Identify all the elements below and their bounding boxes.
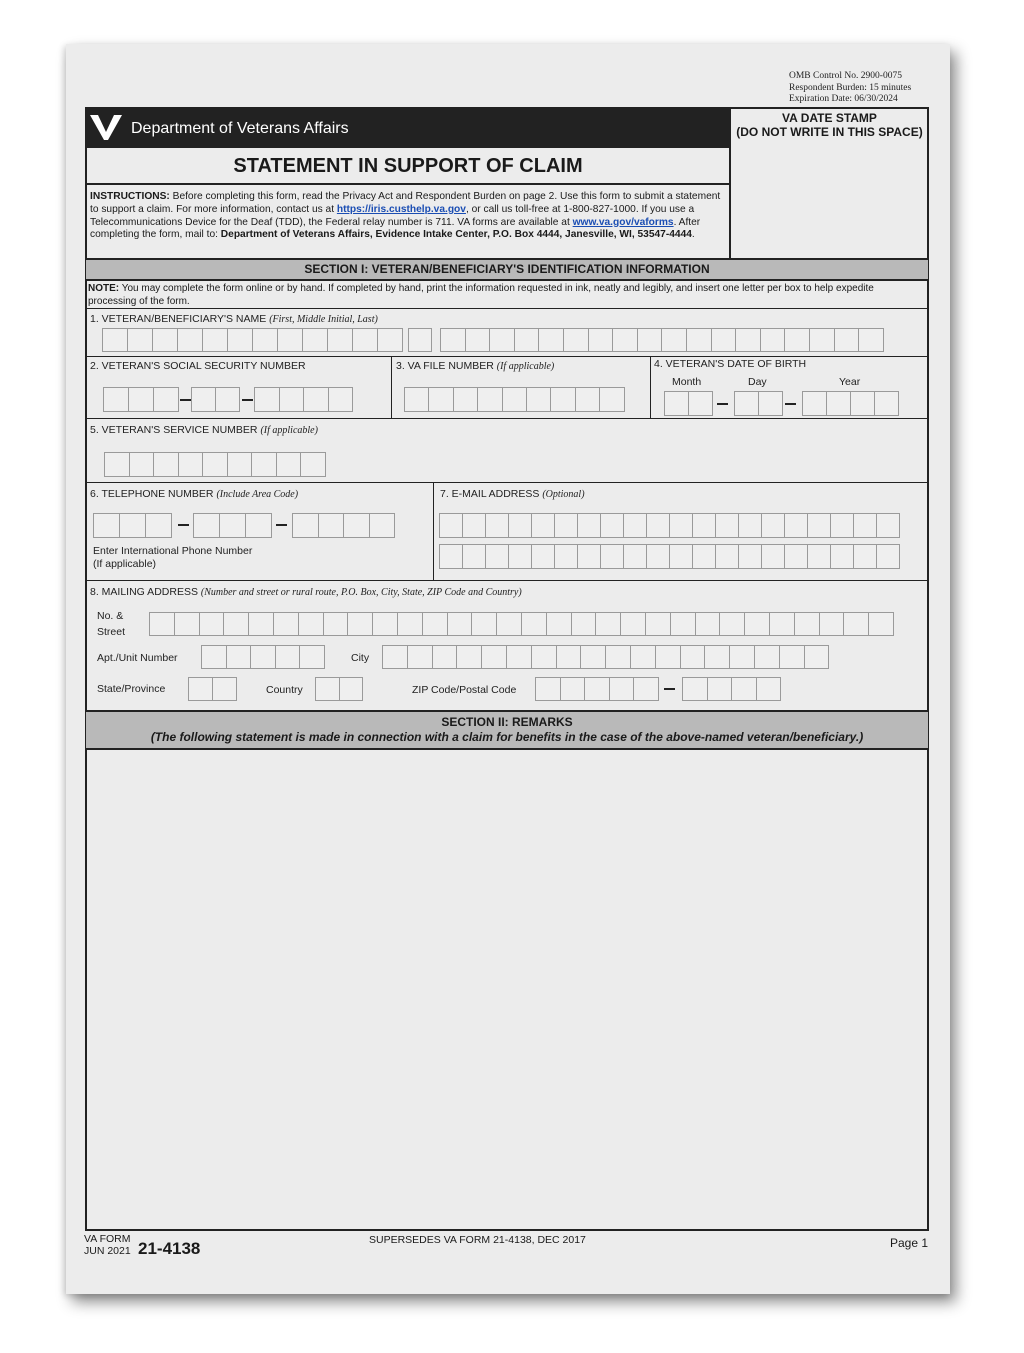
dob-year-input[interactable] <box>802 391 898 416</box>
char-box[interactable] <box>575 387 600 412</box>
char-box[interactable] <box>276 452 302 477</box>
service-number-label <box>90 424 318 436</box>
title-bottom-rule <box>86 183 730 185</box>
char-box[interactable] <box>761 513 785 538</box>
char-box[interactable] <box>769 612 795 636</box>
dob-dash <box>785 403 796 405</box>
char-box[interactable] <box>826 391 851 416</box>
char-box[interactable] <box>191 387 216 412</box>
char-box[interactable] <box>153 452 179 477</box>
mail-hint: (Number and street or rural route, P.O. Box, City, State, ZIP Code and Country) <box>200 587 522 598</box>
char-box[interactable] <box>692 513 716 538</box>
supersedes: SUPERSEDES VA FORM 21-4138, DEC 2017 <box>369 1234 586 1246</box>
char-box[interactable] <box>201 645 227 669</box>
char-box[interactable] <box>299 645 325 669</box>
char-box[interactable] <box>760 328 786 352</box>
name-hint: (First, Middle Initial, Last) <box>269 314 378 325</box>
char-box[interactable] <box>178 452 204 477</box>
char-box[interactable] <box>560 677 586 701</box>
instructions-label: INSTRUCTIONS: <box>90 191 170 202</box>
char-box[interactable] <box>692 544 716 569</box>
char-box[interactable] <box>315 677 340 701</box>
char-box[interactable] <box>508 513 532 538</box>
row3-rule <box>86 482 928 483</box>
email-label-text: 7. E-MAIL ADDRESS <box>440 488 540 500</box>
ssn-part3-input[interactable] <box>254 387 352 412</box>
char-box[interactable] <box>223 612 249 636</box>
char-box[interactable] <box>830 544 854 569</box>
char-box[interactable] <box>202 328 228 352</box>
char-box[interactable] <box>715 544 739 569</box>
char-box[interactable] <box>538 328 564 352</box>
char-box[interactable] <box>292 513 319 538</box>
char-box[interactable] <box>620 612 646 636</box>
char-box[interactable] <box>199 612 225 636</box>
char-box[interactable] <box>853 513 877 538</box>
char-box[interactable] <box>535 677 561 701</box>
char-box[interactable] <box>347 612 373 636</box>
char-box[interactable] <box>802 391 827 416</box>
char-box[interactable] <box>328 387 354 412</box>
dob-label: 4. VETERAN'S DATE OF BIRTH <box>654 358 807 370</box>
phone-label-text: 6. TELEPHONE NUMBER <box>90 488 214 500</box>
char-box[interactable] <box>809 328 835 352</box>
char-box[interactable] <box>550 387 575 412</box>
state-input[interactable] <box>188 677 236 701</box>
file-hint: (If applicable) <box>496 361 555 372</box>
char-box[interactable] <box>807 544 831 569</box>
char-box[interactable] <box>104 452 130 477</box>
department-name: Department of Veterans Affairs <box>131 120 349 137</box>
char-box[interactable] <box>599 387 624 412</box>
dob-day-input[interactable] <box>734 391 782 416</box>
char-box[interactable] <box>704 645 730 669</box>
char-box[interactable] <box>145 513 172 538</box>
char-box[interactable] <box>496 612 522 636</box>
phone-hint: (Include Area Code) <box>216 489 299 500</box>
char-box[interactable] <box>462 513 486 538</box>
char-box[interactable] <box>152 328 178 352</box>
char-box[interactable] <box>738 513 762 538</box>
char-box[interactable] <box>248 612 274 636</box>
char-box[interactable] <box>711 328 737 352</box>
char-box[interactable] <box>858 328 884 352</box>
char-box[interactable] <box>758 391 783 416</box>
char-box[interactable] <box>729 645 755 669</box>
char-box[interactable] <box>422 612 448 636</box>
char-box[interactable] <box>661 328 687 352</box>
char-box[interactable] <box>784 544 808 569</box>
char-box[interactable] <box>298 612 324 636</box>
char-box[interactable] <box>670 612 696 636</box>
char-box[interactable] <box>471 612 497 636</box>
char-box[interactable] <box>584 677 610 701</box>
char-box[interactable] <box>556 645 582 669</box>
section1-bar-rule <box>86 279 928 281</box>
char-box[interactable] <box>779 645 805 669</box>
apt-label: Apt./Unit Number <box>97 652 178 664</box>
char-box[interactable] <box>646 544 670 569</box>
char-box[interactable] <box>489 328 515 352</box>
note-rule <box>86 308 928 309</box>
char-box[interactable] <box>577 513 601 538</box>
intl-phone-label <box>93 545 252 571</box>
char-box[interactable] <box>688 391 713 416</box>
char-box[interactable] <box>637 328 663 352</box>
char-box[interactable] <box>563 328 589 352</box>
char-box[interactable] <box>508 544 532 569</box>
char-box[interactable] <box>407 645 433 669</box>
stamp-line1: VA DATE STAMP <box>782 111 877 125</box>
char-box[interactable] <box>623 544 647 569</box>
char-box[interactable] <box>633 677 659 701</box>
street-input[interactable] <box>149 612 893 636</box>
section1-header: SECTION I: VETERAN/BENEFICIARY'S IDENTIFICATION INFORMATION <box>86 260 928 279</box>
char-box[interactable] <box>514 328 540 352</box>
instructions-text4: . <box>691 229 695 241</box>
zip-ext-input[interactable] <box>682 677 780 701</box>
title-rule <box>86 146 730 148</box>
dob-year-label: Year <box>839 376 861 388</box>
char-box[interactable] <box>546 612 572 636</box>
char-box[interactable] <box>623 513 647 538</box>
char-box[interactable] <box>850 391 875 416</box>
char-box[interactable] <box>245 513 272 538</box>
char-box[interactable] <box>273 612 299 636</box>
phone-dash <box>178 524 189 526</box>
dob-dash <box>717 403 728 405</box>
char-box[interactable] <box>577 544 601 569</box>
char-box[interactable] <box>630 645 656 669</box>
char-box[interactable] <box>250 645 276 669</box>
char-box[interactable] <box>477 387 502 412</box>
char-box[interactable] <box>382 645 408 669</box>
char-box[interactable] <box>372 612 398 636</box>
char-box[interactable] <box>404 387 429 412</box>
char-box[interactable] <box>303 387 329 412</box>
row2-divider <box>391 356 392 418</box>
char-box[interactable] <box>275 645 301 669</box>
char-box[interactable] <box>318 513 345 538</box>
row4-rule <box>86 580 928 581</box>
service-label-text: 5. VETERAN'S SERVICE NUMBER <box>90 424 258 436</box>
char-box[interactable] <box>735 328 761 352</box>
instructions-text2: , or call us toll-free at 1-800-827-1000. If you use a Telecommunications Device for the Deaf (TDD), the Federal relay number is 711. VA forms are available at <box>90 203 695 228</box>
form-id <box>84 1233 131 1257</box>
char-box[interactable] <box>554 513 578 538</box>
char-box[interactable] <box>408 328 432 352</box>
char-box[interactable] <box>215 387 240 412</box>
first-name-input[interactable] <box>102 328 402 352</box>
country-input[interactable] <box>315 677 362 701</box>
char-box[interactable] <box>485 513 509 538</box>
char-box[interactable] <box>669 513 693 538</box>
va-date-stamp <box>731 111 928 139</box>
mailing-address: Department of Veterans Affairs, Evidence Intake Center, P.O. Box 4444, Janesville, WI, 53547-4444 <box>220 229 692 241</box>
char-box[interactable] <box>664 391 689 416</box>
char-box[interactable] <box>868 612 894 636</box>
char-box[interactable] <box>397 612 423 636</box>
char-box[interactable] <box>440 328 466 352</box>
char-box[interactable] <box>754 645 780 669</box>
form-title: STATEMENT IN SUPPORT OF CLAIM <box>233 155 583 177</box>
char-box[interactable] <box>853 544 877 569</box>
dob-day-label: Day <box>748 376 767 388</box>
char-box[interactable] <box>804 645 830 669</box>
char-box[interactable] <box>485 544 509 569</box>
char-box[interactable] <box>734 391 759 416</box>
char-box[interactable] <box>129 452 155 477</box>
char-box[interactable] <box>612 328 638 352</box>
zip-label: ZIP Code/Postal Code <box>412 684 517 696</box>
char-box[interactable] <box>506 645 532 669</box>
char-box[interactable] <box>695 612 721 636</box>
char-box[interactable] <box>605 645 631 669</box>
char-box[interactable] <box>571 612 597 636</box>
row2-divider <box>650 356 651 418</box>
char-box[interactable] <box>153 387 179 412</box>
char-box[interactable] <box>251 452 277 477</box>
char-box[interactable] <box>876 544 900 569</box>
char-box[interactable] <box>327 328 353 352</box>
ssn-label: 2. VETERAN'S SOCIAL SECURITY NUMBER <box>90 360 306 372</box>
file-number-label <box>396 360 554 372</box>
char-box[interactable] <box>834 328 860 352</box>
row1-rule <box>86 356 928 357</box>
char-box[interactable] <box>784 513 808 538</box>
char-box[interactable] <box>177 328 203 352</box>
char-box[interactable] <box>669 544 693 569</box>
char-box[interactable] <box>462 544 486 569</box>
char-box[interactable] <box>794 612 820 636</box>
char-box[interactable] <box>481 645 507 669</box>
char-box[interactable] <box>680 645 706 669</box>
char-box[interactable] <box>300 452 326 477</box>
instructions-text1: Before completing this form, read the Privacy Act and Respondent Burden on page 2. Use this form to submit a statement to support a claim. For more information, contact us at <box>90 191 721 215</box>
char-box[interactable] <box>874 391 899 416</box>
char-box[interactable] <box>531 645 557 669</box>
char-box[interactable] <box>277 328 303 352</box>
name-label-text: 1. VETERAN/BENEFICIARY'S NAME <box>90 313 267 325</box>
char-box[interactable] <box>226 645 252 669</box>
last-name-input[interactable] <box>440 328 883 352</box>
char-box[interactable] <box>609 677 635 701</box>
phone-prefix-input[interactable] <box>193 513 271 538</box>
form-number: 21-4138 <box>138 1239 201 1258</box>
char-box[interactable] <box>343 513 370 538</box>
char-box[interactable] <box>227 328 253 352</box>
char-box[interactable] <box>731 677 757 701</box>
email-label <box>440 488 585 500</box>
section2-title: SECTION II: REMARKS <box>441 715 573 729</box>
apt-input[interactable] <box>201 645 324 669</box>
char-box[interactable] <box>219 513 246 538</box>
char-box[interactable] <box>227 452 253 477</box>
char-box[interactable] <box>819 612 845 636</box>
char-box[interactable] <box>453 387 478 412</box>
char-box[interactable] <box>202 452 228 477</box>
char-box[interactable] <box>103 387 129 412</box>
dob-month-input[interactable] <box>664 391 712 416</box>
char-box[interactable] <box>439 513 463 538</box>
omb-burden: Respondent Burden: 15 minutes <box>789 82 912 93</box>
char-box[interactable] <box>102 328 128 352</box>
char-box[interactable] <box>526 387 551 412</box>
char-box[interactable] <box>212 677 237 701</box>
char-box[interactable] <box>531 544 555 569</box>
char-box[interactable] <box>352 328 378 352</box>
char-box[interactable] <box>761 544 785 569</box>
zip-dash <box>664 688 675 690</box>
instructions-text3: . After completing the form, mail to: <box>90 216 701 241</box>
service-hint: (If applicable) <box>260 425 318 436</box>
char-box[interactable] <box>756 677 782 701</box>
row4-divider <box>433 482 434 580</box>
remarks-area[interactable] <box>88 751 926 1228</box>
street-line1: No. & <box>97 610 124 622</box>
intl-line1: Enter International Phone Number <box>93 545 253 557</box>
phone-label <box>90 488 298 500</box>
city-label: City <box>351 652 370 664</box>
zip-input[interactable] <box>535 677 658 701</box>
stamp-line2: (DO NOT WRITE IN THIS SPACE) <box>736 125 923 139</box>
char-box[interactable] <box>588 328 614 352</box>
note-text: You may complete the form online or by hand. If completed by hand, print the information requested in ink, neatly and legibly, and insert one letter per box to help expedite processing of the form. <box>88 283 874 307</box>
char-box[interactable] <box>252 328 278 352</box>
char-box[interactable] <box>369 513 396 538</box>
section2-header <box>86 712 928 748</box>
state-label: State/Province <box>97 683 166 695</box>
phone-dash <box>276 524 287 526</box>
name-label <box>90 313 378 325</box>
street-label <box>97 608 125 640</box>
char-box[interactable] <box>428 387 453 412</box>
footer-va-form: VA FORM <box>84 1233 131 1245</box>
char-box[interactable] <box>439 544 463 569</box>
char-box[interactable] <box>502 387 527 412</box>
char-box[interactable] <box>707 677 733 701</box>
char-box[interactable] <box>339 677 364 701</box>
service-number-input[interactable] <box>104 452 325 477</box>
va-seal-icon <box>89 112 123 142</box>
char-box[interactable] <box>456 645 482 669</box>
note <box>88 283 920 308</box>
ssn-part2-input[interactable] <box>191 387 239 412</box>
email-line1-input[interactable] <box>439 513 899 538</box>
char-box[interactable] <box>843 612 869 636</box>
street-line2: Street <box>97 626 126 638</box>
phone-area-code-input[interactable] <box>93 513 171 538</box>
char-box[interactable] <box>188 677 213 701</box>
char-box[interactable] <box>377 328 403 352</box>
country-label: Country <box>266 684 303 696</box>
dob-month-label: Month <box>672 376 702 388</box>
row2-rule <box>86 418 928 419</box>
char-box[interactable] <box>744 612 770 636</box>
char-box[interactable] <box>807 513 831 538</box>
char-box[interactable] <box>254 387 280 412</box>
char-box[interactable] <box>719 612 745 636</box>
char-box[interactable] <box>645 612 671 636</box>
char-box[interactable] <box>465 328 491 352</box>
email-line2-input[interactable] <box>439 544 899 569</box>
vaforms-link[interactable]: www.va.gov/vaforms <box>572 216 674 228</box>
ssn-part1-input[interactable] <box>103 387 178 412</box>
footer-date: JUN 2021 <box>84 1245 131 1257</box>
char-box[interactable] <box>715 513 739 538</box>
char-box[interactable] <box>830 513 854 538</box>
email-hint: (Optional) <box>542 489 585 500</box>
char-box[interactable] <box>128 387 154 412</box>
char-box[interactable] <box>784 328 810 352</box>
char-box[interactable] <box>595 612 621 636</box>
city-input[interactable] <box>382 645 828 669</box>
file-label-text: 3. VA FILE NUMBER <box>396 360 494 372</box>
char-box[interactable] <box>93 513 120 538</box>
va-file-number-input[interactable] <box>404 387 624 412</box>
middle-initial-input[interactable] <box>408 328 431 352</box>
ssn-dash <box>242 399 253 401</box>
mailing-address-label <box>90 586 522 598</box>
omb-expiration: Expiration Date: 06/30/2024 <box>789 94 898 104</box>
char-box[interactable] <box>646 513 670 538</box>
omb-info <box>789 71 911 106</box>
intl-line2: (If applicable) <box>93 558 157 570</box>
char-box[interactable] <box>279 387 305 412</box>
char-box[interactable] <box>686 328 712 352</box>
char-box[interactable] <box>531 513 555 538</box>
char-box[interactable] <box>600 513 624 538</box>
instructions <box>90 191 726 242</box>
char-box[interactable] <box>127 328 153 352</box>
char-box[interactable] <box>738 544 762 569</box>
iris-link[interactable]: https://iris.custhelp.va.gov <box>336 203 466 215</box>
char-box[interactable] <box>302 328 328 352</box>
omb-control: OMB Control No. 2900-0075 <box>789 71 902 81</box>
char-box[interactable] <box>554 544 578 569</box>
note-label: NOTE: <box>88 283 120 294</box>
char-box[interactable] <box>149 612 175 636</box>
char-box[interactable] <box>174 612 200 636</box>
ssn-dash <box>180 399 191 401</box>
char-box[interactable] <box>193 513 220 538</box>
char-box[interactable] <box>655 645 681 669</box>
section2-subtitle: (The following statement is made in connection with a claim for benefits in the case of the above-named veteran/beneficiary.) <box>150 730 864 744</box>
char-box[interactable] <box>876 513 900 538</box>
char-box[interactable] <box>521 612 547 636</box>
char-box[interactable] <box>323 612 349 636</box>
section2-bar-rule <box>86 748 928 750</box>
phone-line-input[interactable] <box>292 513 394 538</box>
char-box[interactable] <box>580 645 606 669</box>
mail-label-text: 8. MAILING ADDRESS <box>90 586 198 598</box>
char-box[interactable] <box>447 612 473 636</box>
page-number: Page 1 <box>890 1236 929 1250</box>
char-box[interactable] <box>600 544 624 569</box>
char-box[interactable] <box>119 513 146 538</box>
char-box[interactable] <box>432 645 458 669</box>
char-box[interactable] <box>682 677 708 701</box>
